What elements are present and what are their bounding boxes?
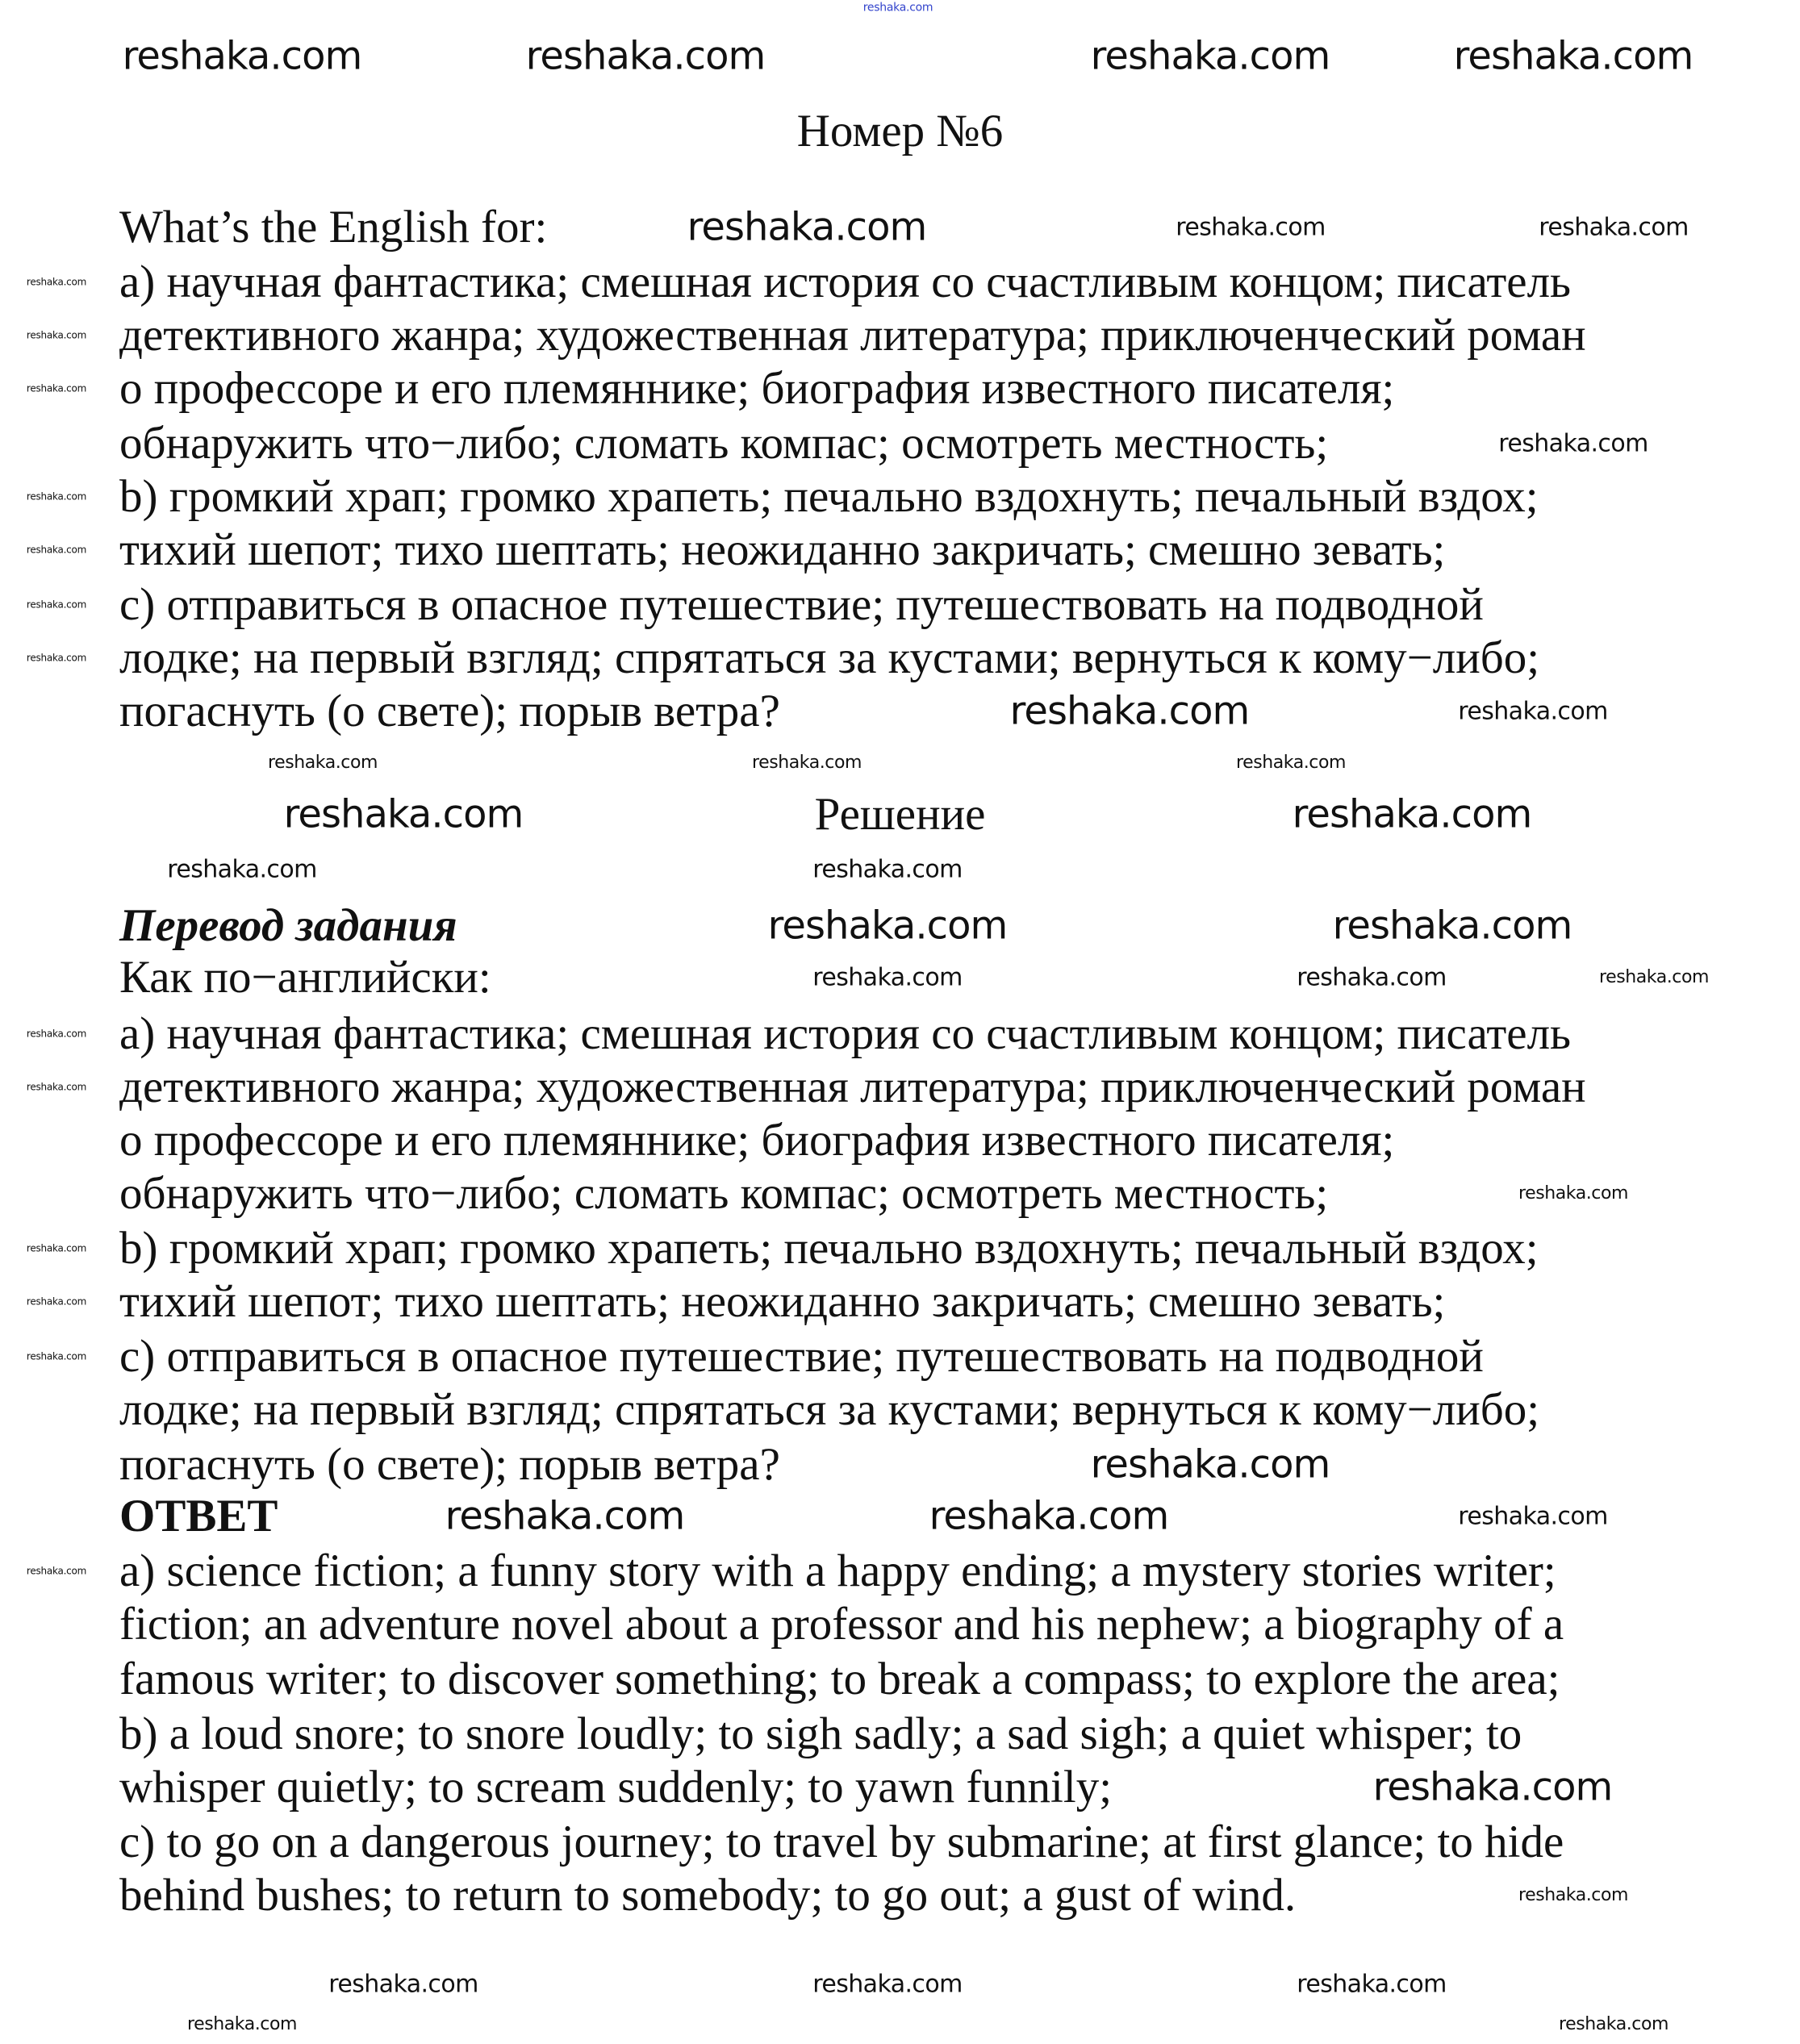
watermark: reshaka.com bbox=[1599, 966, 1709, 987]
watermark: reshaka.com bbox=[1292, 791, 1532, 837]
watermark: reshaka.com bbox=[1236, 752, 1346, 773]
text-line: о профессоре и его племяннике; биография известного писателя; bbox=[119, 1115, 1395, 1166]
text-line: о профессоре и его племяннике; биография известного писателя; bbox=[119, 363, 1395, 414]
watermark: reshaka.com bbox=[26, 544, 87, 556]
page-title: Номер №6 bbox=[796, 106, 1004, 156]
watermark: reshaka.com bbox=[1297, 1970, 1447, 1999]
watermark: reshaka.com bbox=[268, 752, 378, 773]
watermark: reshaka.com bbox=[1297, 963, 1447, 992]
watermark: reshaka.com bbox=[26, 599, 87, 611]
watermark: reshaka.com bbox=[26, 276, 87, 288]
watermark: reshaka.com bbox=[1518, 1884, 1628, 1905]
watermark: reshaka.com bbox=[26, 490, 87, 503]
watermark: reshaka.com bbox=[1458, 697, 1608, 726]
text-line: тихий шепот; тихо шептать; неожиданно закричать; смешно зевать; bbox=[119, 524, 1446, 575]
text-line: b) громкий храп; громко храпеть; печально вздохнуть; печальный вздох; bbox=[119, 1223, 1539, 1274]
watermark: reshaka.com bbox=[1176, 213, 1326, 242]
watermark: reshaka.com bbox=[26, 329, 87, 341]
watermark: reshaka.com bbox=[445, 1493, 685, 1539]
watermark: reshaka.com bbox=[862, 1, 933, 15]
watermark: reshaka.com bbox=[122, 33, 362, 79]
text-line: behind bushes; to return to somebody; to go out; a gust of wind. bbox=[119, 1870, 1297, 1921]
task-intro: What’s the English for: bbox=[119, 202, 548, 252]
watermark: reshaka.com bbox=[1458, 1502, 1608, 1531]
watermark: reshaka.com bbox=[26, 1028, 87, 1040]
text-line: лодке; на первый взгляд; спрятаться за кустами; вернуться к кому−либо; bbox=[119, 1384, 1540, 1435]
watermark: reshaka.com bbox=[687, 204, 927, 250]
watermark: reshaka.com bbox=[752, 752, 862, 773]
watermark: reshaka.com bbox=[26, 1242, 87, 1254]
text-line: b) a loud snore; to snore loudly; to sigh sadly; a sad sigh; a quiet whisper; to bbox=[119, 1708, 1522, 1759]
solution-heading: Решение bbox=[814, 789, 986, 840]
watermark: reshaka.com bbox=[1518, 1183, 1628, 1203]
watermark: reshaka.com bbox=[812, 963, 963, 992]
watermark: reshaka.com bbox=[26, 1565, 87, 1577]
watermark: reshaka.com bbox=[1453, 33, 1694, 79]
watermark: reshaka.com bbox=[26, 382, 87, 394]
watermark: reshaka.com bbox=[812, 1970, 963, 1999]
watermark: reshaka.com bbox=[1372, 1764, 1613, 1810]
watermark: reshaka.com bbox=[767, 903, 1008, 949]
watermark: reshaka.com bbox=[26, 1081, 87, 1093]
text-line: c) отправиться в опасное путешествие; путешествовать на подводной bbox=[119, 1331, 1484, 1382]
text-line: обнаружить что−либо; сломать компас; осмотреть местность; bbox=[119, 418, 1329, 469]
text-line: famous writer; to discover something; to break a compass; to explore the area; bbox=[119, 1654, 1560, 1704]
answer-heading: ОТВЕТ bbox=[119, 1491, 278, 1541]
text-line: fiction; an adventure novel about a professor and his nephew; a biography of a bbox=[119, 1599, 1564, 1650]
watermark: reshaka.com bbox=[812, 855, 963, 884]
watermark: reshaka.com bbox=[26, 1295, 87, 1308]
text-line: a) science fiction; a funny story with a happy ending; a mystery stories writer; bbox=[119, 1546, 1556, 1596]
watermark: reshaka.com bbox=[187, 2013, 297, 2034]
text-line: детективного жанра; художественная литература; приключенческий роман bbox=[119, 310, 1586, 361]
watermark: reshaka.com bbox=[328, 1970, 478, 1999]
watermark: reshaka.com bbox=[167, 855, 317, 884]
text-line: погаснуть (о свете); порыв ветра? bbox=[119, 686, 780, 736]
watermark: reshaka.com bbox=[1009, 688, 1250, 734]
watermark: reshaka.com bbox=[1539, 213, 1689, 242]
text-line: тихий шепот; тихо шептать; неожиданно закричать; смешно зевать; bbox=[119, 1276, 1446, 1327]
text-line: c) отправиться в опасное путешествие; путешествовать на подводной bbox=[119, 579, 1484, 630]
text-line: a) научная фантастика; смешная история со счастливым концом; писатель bbox=[119, 257, 1572, 307]
text-line: b) громкий храп; громко храпеть; печально вздохнуть; печальный вздох; bbox=[119, 471, 1539, 522]
watermark: reshaka.com bbox=[525, 33, 766, 79]
watermark: reshaka.com bbox=[1332, 903, 1572, 949]
watermark: reshaka.com bbox=[1498, 429, 1648, 458]
text-line: лодке; на первый взгляд; спрятаться за кустами; вернуться к кому−либо; bbox=[119, 632, 1540, 683]
text-line: детективного жанра; художественная литература; приключенческий роман bbox=[119, 1062, 1586, 1112]
text-line: c) to go on a dangerous journey; to travel by submarine; at first glance; to hide bbox=[119, 1817, 1564, 1867]
watermark: reshaka.com bbox=[26, 652, 87, 664]
watermark: reshaka.com bbox=[1090, 1441, 1330, 1487]
text-line: whisper quietly; to scream suddenly; to yawn funnily; bbox=[119, 1762, 1113, 1812]
text-line: обнаружить что−либо; сломать компас; осмотреть местность; bbox=[119, 1168, 1329, 1219]
watermark: reshaka.com bbox=[1559, 2013, 1668, 2034]
text-line: погаснуть (о свете); порыв ветра? bbox=[119, 1439, 780, 1490]
translation-heading: Перевод задания bbox=[119, 900, 457, 951]
translation-intro: Как по−английски: bbox=[119, 952, 491, 1003]
watermark: reshaka.com bbox=[26, 1350, 87, 1362]
text-line: a) научная фантастика; смешная история со счастливым концом; писатель bbox=[119, 1008, 1572, 1059]
watermark: reshaka.com bbox=[929, 1493, 1169, 1539]
watermark: reshaka.com bbox=[1090, 33, 1330, 79]
watermark: reshaka.com bbox=[283, 791, 524, 837]
